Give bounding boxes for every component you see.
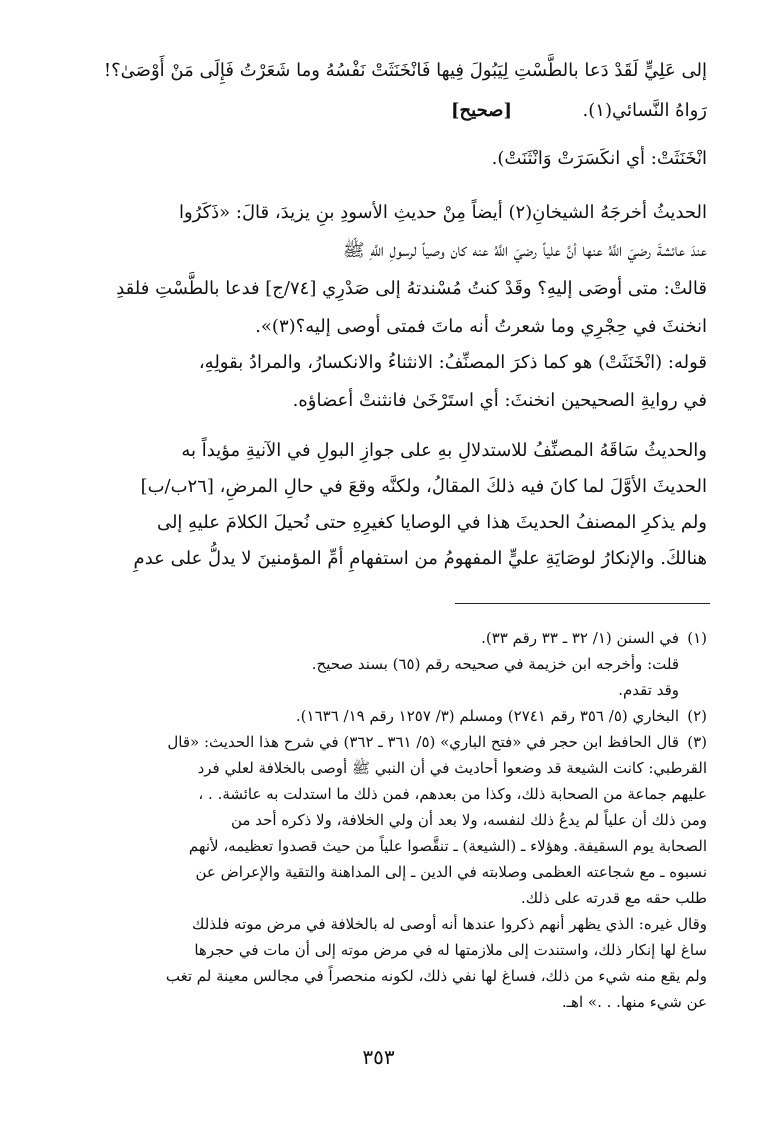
main-line-1: إلى عَلِيٍّ لَقَدْ دَعا بالطَّسْتِ لِيَبُولَ فِيها فَانْخَنَثَتْ نَفْسُهُ وما شَعَرْتُ فَإِلَى مَنْ أَوْصَىٰ؟! bbox=[103, 60, 707, 81]
main-line-4: الحديثُ أخرجَهُ الشيخانِ(٢) أيضاً مِنْ حديثِ الأسودِ بنِ يزيدَ، قالَ: «ذَكَرُوا bbox=[178, 202, 707, 223]
footnote-2-line-1: البخاري (٥/ ٣٥٦ رقم ٢٧٤١) ومسلم (٣/ ١٢٥٧ رقم ١٩/ ١٦٣٦). bbox=[295, 707, 679, 725]
main-line-5: عندَ عائشةَ رضيَ اللَّهُ عنها أنَّ علياً رضيَ اللَّهُ عنه كان وصياً لرسولِ اللَّهِ ﷺ bbox=[342, 240, 707, 261]
footnote-3-line-3: عليهم جماعة من الصحابة ذلك، وكذا من بعدهم، فمن ذلك ما استدلت به عائشة. . ، bbox=[198, 785, 707, 803]
footnote-3-line-10: ولم يقع منه شيء من ذلك، فساغ لها نفي ذلك، لكونه منحصراً في مجالس معينة لم تغب bbox=[165, 967, 707, 985]
footnote-3-line-11: عن شيء منها. . .» اهـ. bbox=[561, 993, 707, 1011]
footnote-1-line-2: قلت: وأخرجه ابن خزيمة في صحيحه رقم (٦٥) بسند صحيح. bbox=[311, 655, 679, 673]
footnote-number-3: (٣) bbox=[687, 733, 707, 751]
footnote-1-line-3: وقد تقدم. bbox=[618, 681, 679, 699]
main-line-6: قالتْ: متى أوصَى إليهِ؟ وقَدْ كنتُ مُسْندتهُ إلى صَدْرِي [٧٤/ج] فدعا بالطَّسْتِ فلقدِ bbox=[116, 278, 707, 299]
main-line-10: والحديثُ سَاقَهُ المصنِّفُ للاستدلالِ بهِ على جوازِ البولِ في الآنيةِ مؤيداً به bbox=[181, 440, 707, 461]
footnote-3-line-9: ساغ لها إنكار ذلك، واستندت إلى ملازمتها له في مرض موته إلى أن مات في حجرها bbox=[194, 941, 707, 959]
main-line-13: هنالكَ. والإنكارُ لوصَايَةِ عليٍّ المفهومُ من استفهامِ أمِّ المؤمنينَ لا يدلُّ على عدمِ bbox=[133, 548, 707, 569]
footnote-3-line-2: القرطبي: كانت الشيعة قد وضعوا أحاديث في أن النبي ﷺ أوصى بالخلافة لعلي فرد bbox=[197, 759, 707, 777]
footnote-3-line-7: طلب حقه مع قدرته على ذلك. bbox=[521, 889, 707, 907]
main-line-9: في روايةِ الصحيحين انخنثَ: أي استَرْخَىٰ فانثنتْ أعضاؤه. bbox=[292, 390, 707, 411]
main-line-12: ولم يذكرِ المصنفُ الحديثَ هذا في الوصايا كغيرِهِ حتى نُحيلَ الكلامَ عليهِ إلى bbox=[156, 512, 707, 533]
main-line-7: انخنثَ في حِجْرِي وما شعرتُ أنه ماتَ فمتى أوصى إليه؟(٣)». bbox=[255, 316, 707, 337]
footnote-3-line-5: الصحابة يوم السقيفة. وهؤلاء ـ (الشيعة) ـ تنقَّصوا علياً من حيث قصدوا تعظيمه، لأنهم bbox=[188, 837, 707, 855]
footnote-3-line-4: ومن ذلك أن علياً لم يدعُ ذلك لنفسه، ولا بعد أن ولي الخلافة، ولا ذكره أحد من bbox=[231, 811, 707, 829]
main-line-8: قوله: (انْخَنَثَتْ) هو كما ذكرَ المصنِّفُ: الانثناءُ والانكسارُ، والمرادُ بقولِهِ، bbox=[198, 352, 707, 373]
page-number: ٣٥٣ bbox=[362, 1045, 395, 1069]
grade-label: [صحيح] bbox=[451, 100, 512, 121]
main-line-3: انْخَنَثَتْ: أي انكَسَرَتْ وَانْثَنَتْ). bbox=[491, 148, 707, 169]
footnote-3-line-8: وقال غيره: الذي يظهر أنهم ذكروا عندها أنه أوصى له بالخلافة في مرض موته فلذلك bbox=[192, 915, 707, 933]
footnote-number-2: (٢) bbox=[687, 707, 707, 725]
main-line-11: الحديثَ الأوَّلَ لما كانَ فيه ذلكَ المقالُ، ولكنَّه وقعَ في حالِ المرضِ، [٢٦ب/ب] bbox=[140, 476, 707, 497]
main-line-2: رَواهُ النَّسائي(١). bbox=[582, 100, 707, 121]
footnote-3-line-1: قال الحافظ ابن حجر في «فتح الباري» (٥/ ٣٦١ ـ ٣٦٢) في شرح هذا الحديث: «قال bbox=[167, 733, 679, 751]
footnote-1-line-1: في السنن (١/ ٣٢ ـ ٣٣ رقم ٣٣). bbox=[481, 629, 679, 647]
footnote-number-1: (١) bbox=[687, 629, 707, 647]
footnote-3-line-6: نسبوه ـ مع شجاعته العظمى وصلابته في الدين ـ إلى المداهنة والتقية والإعراض عن bbox=[195, 863, 707, 881]
footnote-separator bbox=[455, 603, 710, 604]
